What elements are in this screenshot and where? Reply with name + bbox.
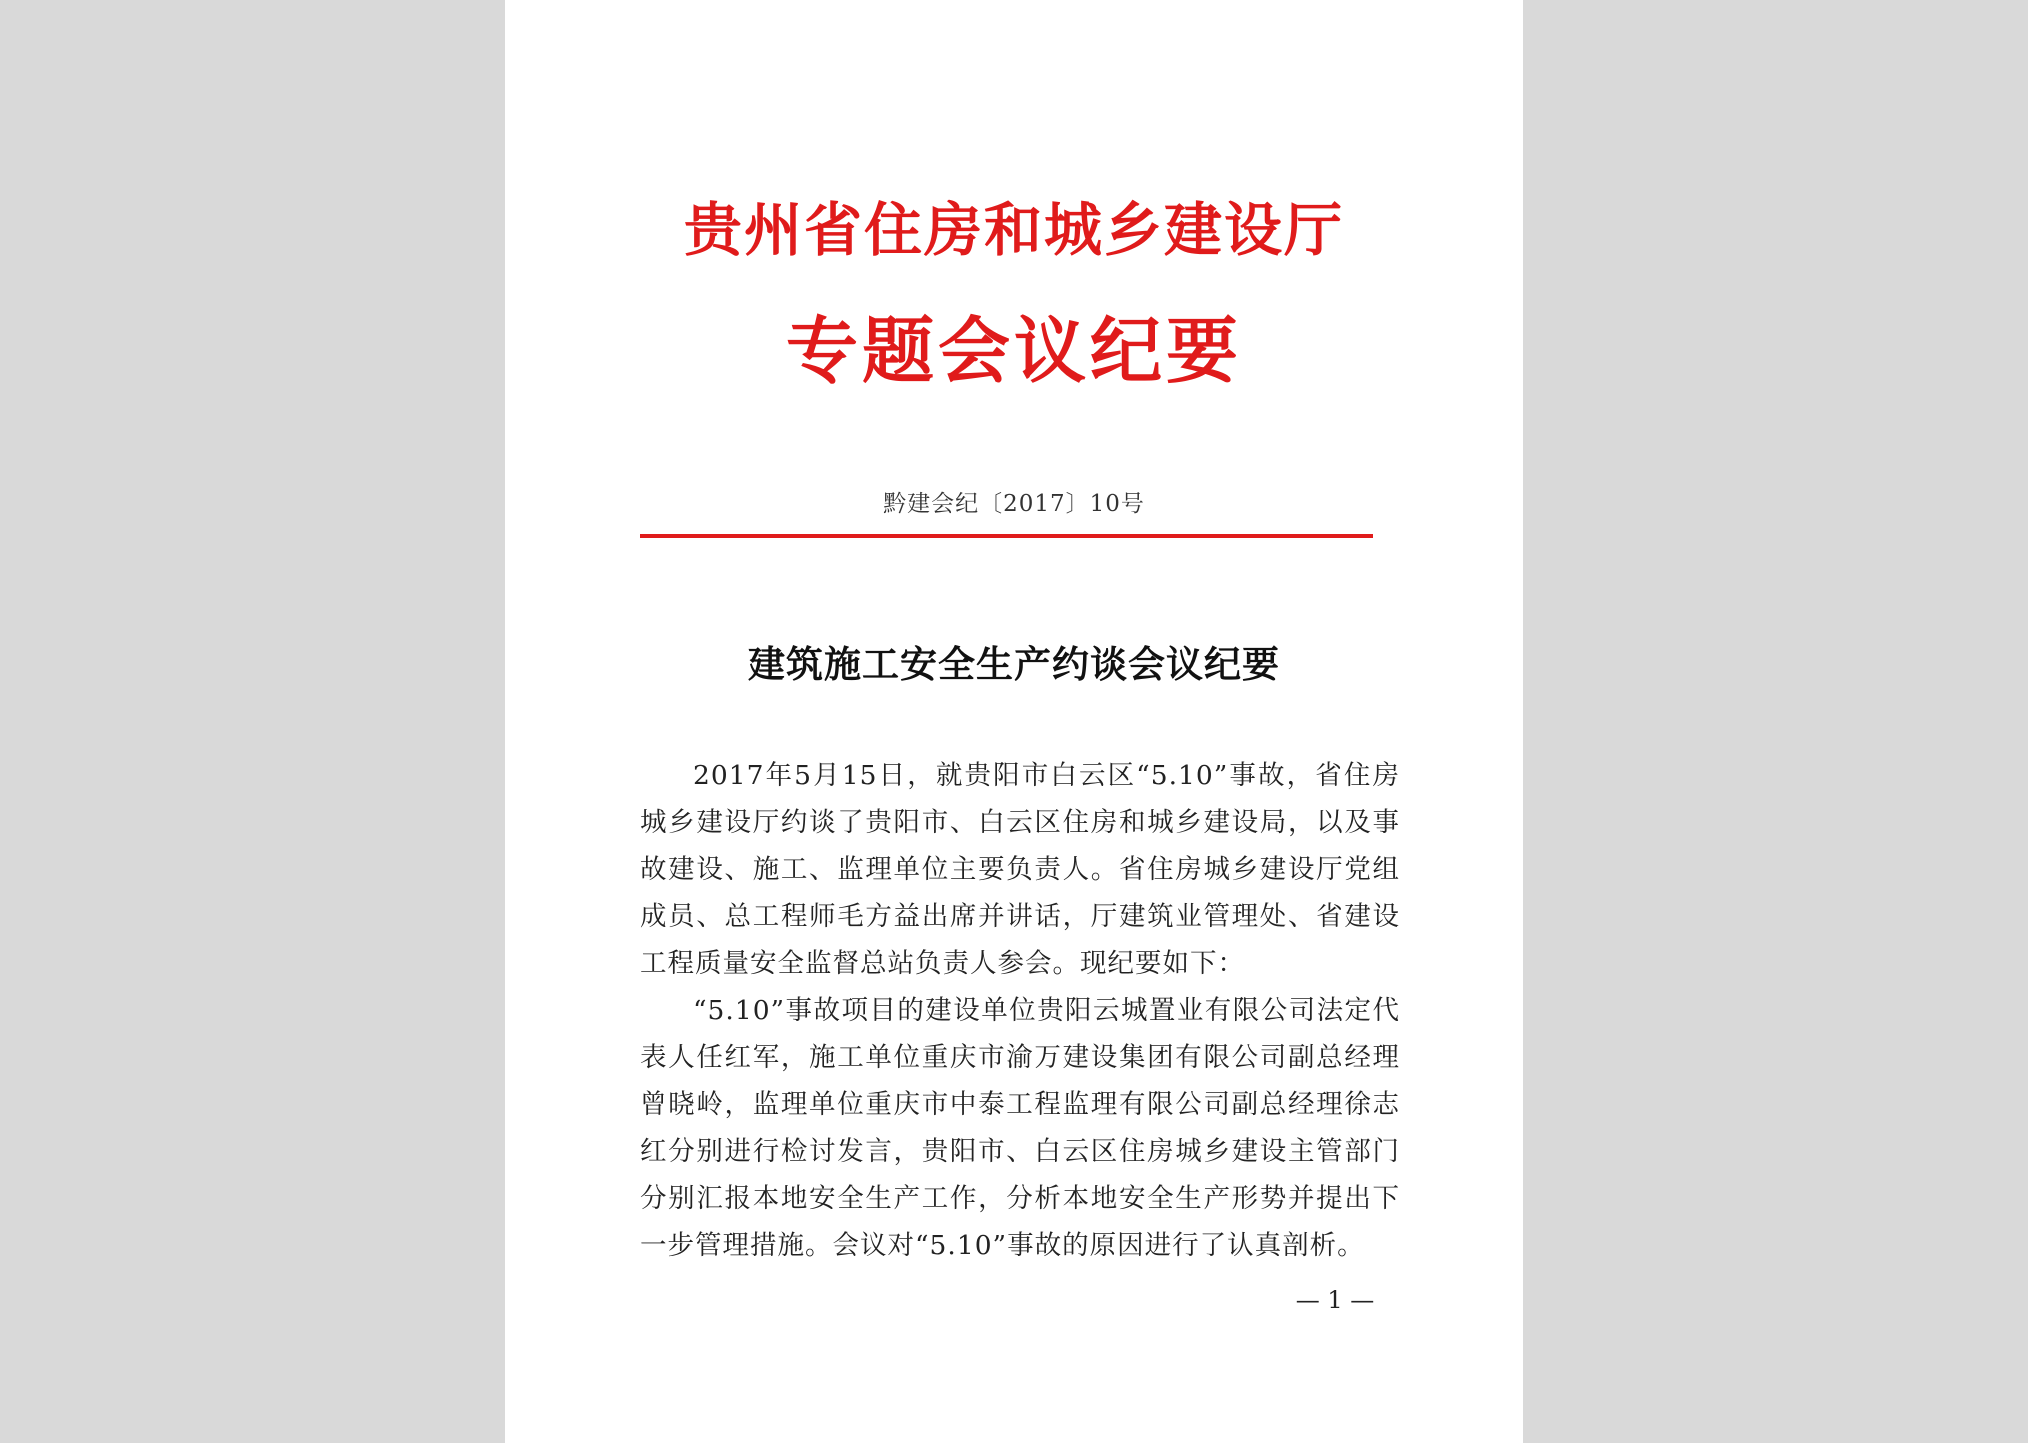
body-paragraph-2: “5.10”事故项目的建设单位贵阳云城置业有限公司法定代表人任红军，施工单位重庆市渝万建设集团有限公司副总经理曾晓岭，监理单位重庆市中泰工程监理有限公司副总经理徐志红分别进行检讨发言，贵阳市、白云区住房城乡建设主管部门分别汇报本地安全生产工作，分析本地安全生产形势并提出下一步管理措施。会议对“5.10”事故的原因进行了认真剖析。	[640, 995, 1400, 1261]
page-number: — 1 —	[1295, 1286, 1375, 1314]
document-body	[640, 752, 1400, 1269]
org-name-heading: 贵州省住房和城乡建设厅	[683, 196, 1344, 264]
doc-type-heading: 专题会议纪要	[785, 308, 1242, 393]
document-title: 建筑施工安全生产约谈会议纪要	[748, 642, 1280, 686]
red-divider-line	[640, 534, 1373, 538]
doc-number: 黔建会纪〔2017〕10号	[883, 491, 1145, 517]
body-paragraph-1: 2017年5月15日，就贵阳市白云区“5.10”事故，省住房城乡建设厅约谈了贵阳市、白云区住房和城乡建设局，以及事故建设、施工、监理单位主要负责人。省住房城乡建设厅党组成员、总工程师毛方益出席并讲话，厅建筑业管理处、省建设工程质量安全监督总站负责人参会。现纪要如下：	[640, 760, 1400, 979]
document-page	[505, 0, 1523, 1443]
